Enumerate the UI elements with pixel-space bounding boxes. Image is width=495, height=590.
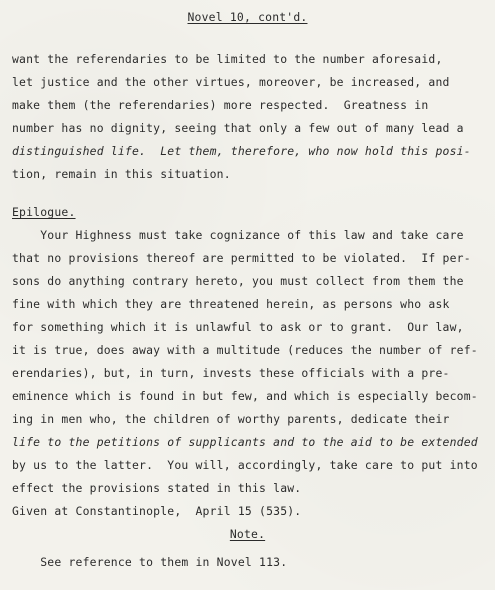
text-line: tion, remain in this situation. xyxy=(12,167,231,181)
note-heading: Note. xyxy=(229,527,266,541)
note-text: See reference to them in Novel 113. xyxy=(12,555,288,569)
text-line: ing in men who, the children of worthy parents, dedicate their xyxy=(12,412,450,426)
text-line: for something which it is unlawful to ask or to grant. Our law, xyxy=(12,320,464,334)
text-line: let justice and the other virtues, moreover, be increased, and xyxy=(12,75,450,89)
text-line: erendaries), but, in turn, invests these officials with a pre- xyxy=(12,366,450,380)
text-line: want the referendaries to be limited to the number aforesaid, xyxy=(12,52,443,66)
text-line: distinguished life. Let them, therefore, who now hold this posi- xyxy=(12,144,471,158)
given-line: Given at Constantinople, April 15 (535). xyxy=(12,504,302,518)
text-line: Your Highness must take cognizance of this law and take care xyxy=(12,228,464,242)
text-line: sons do anything contrary hereto, you must collect from them the xyxy=(12,274,464,288)
text-line: number has no dignity, seeing that only a few out of many lead a xyxy=(12,121,464,135)
text-line: fine with which they are threatened herein, as persons who ask xyxy=(12,297,450,311)
epilogue-heading: Epilogue. xyxy=(12,205,76,219)
text-line: effect the provisions stated in this law. xyxy=(12,481,302,495)
text-line: it is true, does away with a multitude (reduces the number of ref- xyxy=(12,343,478,357)
text-line: that no provisions thereof are permitted to be violated. If per- xyxy=(12,251,471,265)
text-line: eminence which is found in but few, and which is especially becom- xyxy=(12,389,478,403)
text-line: make them (the referendaries) more respected. Greatness in xyxy=(12,98,429,112)
text-line: life to the petitions of supplicants and to the aid to be extended xyxy=(12,435,478,449)
text-line: by us to the latter. You will, accordingly, take care to put into xyxy=(12,458,478,472)
page-title: Novel 10, cont'd. xyxy=(187,10,308,24)
